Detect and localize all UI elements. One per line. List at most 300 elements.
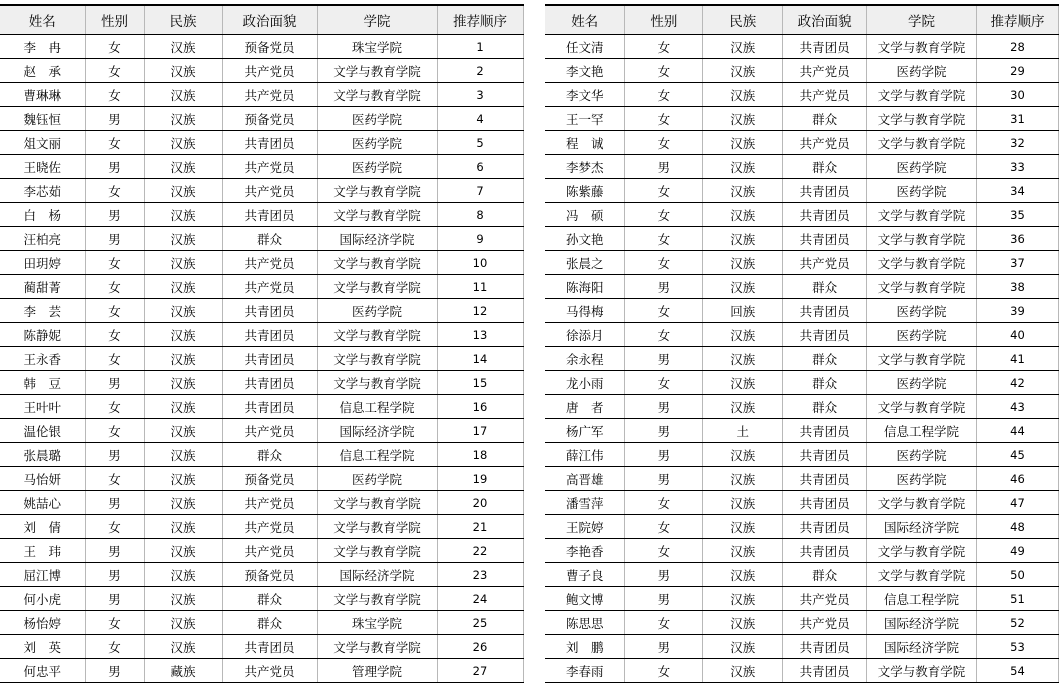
cell-recommend-order: 1 bbox=[437, 35, 523, 59]
cell-name: 刘 鹏 bbox=[545, 635, 625, 659]
cell-gender: 男 bbox=[85, 659, 144, 683]
cell-gender: 女 bbox=[625, 611, 703, 635]
cell-recommend-order: 38 bbox=[977, 275, 1059, 299]
cell-political-status: 群众 bbox=[783, 347, 867, 371]
cell-college: 文学与教育学院 bbox=[867, 227, 977, 251]
cell-recommend-order: 52 bbox=[977, 611, 1059, 635]
cell-college: 文学与教育学院 bbox=[867, 395, 977, 419]
cell-political-status: 共产党员 bbox=[783, 131, 867, 155]
table-row bbox=[0, 203, 523, 227]
cell-ethnicity: 汉族 bbox=[144, 515, 222, 539]
cell-ethnicity: 汉族 bbox=[144, 35, 222, 59]
cell-recommend-order: 48 bbox=[977, 515, 1059, 539]
cell-recommend-order: 6 bbox=[437, 155, 523, 179]
cell-ethnicity: 汉族 bbox=[703, 59, 783, 83]
cell-college: 文学与教育学院 bbox=[867, 203, 977, 227]
cell-recommend-order: 9 bbox=[437, 227, 523, 251]
cell-political-status: 群众 bbox=[783, 563, 867, 587]
table-row bbox=[545, 179, 1059, 203]
cell-recommend-order: 31 bbox=[977, 107, 1059, 131]
table-row bbox=[0, 635, 523, 659]
header-name: 姓名 bbox=[545, 5, 625, 35]
cell-ethnicity: 汉族 bbox=[144, 635, 222, 659]
cell-college: 文学与教育学院 bbox=[317, 371, 437, 395]
table-row bbox=[0, 299, 523, 323]
cell-recommend-order: 19 bbox=[437, 467, 523, 491]
cell-college: 珠宝学院 bbox=[317, 611, 437, 635]
cell-name: 龙小雨 bbox=[545, 371, 625, 395]
cell-recommend-order: 37 bbox=[977, 251, 1059, 275]
cell-name: 王 玮 bbox=[0, 539, 85, 563]
cell-gender: 男 bbox=[625, 443, 703, 467]
cell-name: 刘 倩 bbox=[0, 515, 85, 539]
cell-college: 医药学院 bbox=[867, 59, 977, 83]
cell-college: 文学与教育学院 bbox=[317, 347, 437, 371]
cell-gender: 女 bbox=[625, 659, 703, 683]
cell-ethnicity: 汉族 bbox=[144, 59, 222, 83]
header-ethnicity: 民族 bbox=[144, 5, 222, 35]
cell-gender: 女 bbox=[85, 179, 144, 203]
header-row bbox=[545, 5, 1059, 35]
cell-gender: 女 bbox=[625, 83, 703, 107]
cell-recommend-order: 32 bbox=[977, 131, 1059, 155]
cell-name: 余永程 bbox=[545, 347, 625, 371]
cell-recommend-order: 49 bbox=[977, 539, 1059, 563]
header-political-status: 政治面貌 bbox=[783, 5, 867, 35]
cell-political-status: 共青团员 bbox=[783, 539, 867, 563]
cell-gender: 男 bbox=[625, 587, 703, 611]
cell-ethnicity: 汉族 bbox=[703, 179, 783, 203]
cell-name: 李文艳 bbox=[545, 59, 625, 83]
cell-name: 王晓佐 bbox=[0, 155, 85, 179]
cell-political-status: 群众 bbox=[222, 227, 317, 251]
cell-name: 陈海阳 bbox=[545, 275, 625, 299]
cell-college: 文学与教育学院 bbox=[867, 83, 977, 107]
cell-political-status: 共青团员 bbox=[783, 323, 867, 347]
cell-college: 文学与教育学院 bbox=[317, 539, 437, 563]
cell-ethnicity: 汉族 bbox=[144, 203, 222, 227]
cell-gender: 男 bbox=[625, 395, 703, 419]
table-row bbox=[0, 83, 523, 107]
cell-gender: 女 bbox=[85, 275, 144, 299]
cell-college: 医药学院 bbox=[867, 179, 977, 203]
header-gender: 性别 bbox=[625, 5, 703, 35]
cell-recommend-order: 23 bbox=[437, 563, 523, 587]
table-row bbox=[0, 227, 523, 251]
cell-ethnicity: 汉族 bbox=[144, 155, 222, 179]
cell-name: 陈紫藤 bbox=[545, 179, 625, 203]
table-row bbox=[545, 203, 1059, 227]
cell-gender: 女 bbox=[85, 635, 144, 659]
cell-recommend-order: 20 bbox=[437, 491, 523, 515]
cell-ethnicity: 汉族 bbox=[144, 179, 222, 203]
table-row bbox=[545, 419, 1059, 443]
cell-name: 任文清 bbox=[545, 35, 625, 59]
table-row bbox=[0, 275, 523, 299]
cell-recommend-order: 2 bbox=[437, 59, 523, 83]
cell-ethnicity: 汉族 bbox=[144, 83, 222, 107]
cell-political-status: 共青团员 bbox=[783, 35, 867, 59]
cell-recommend-order: 14 bbox=[437, 347, 523, 371]
recommendation-table-right bbox=[545, 4, 1059, 683]
table-row bbox=[0, 611, 523, 635]
cell-college: 珠宝学院 bbox=[317, 35, 437, 59]
cell-name: 马得梅 bbox=[545, 299, 625, 323]
cell-ethnicity: 汉族 bbox=[703, 203, 783, 227]
cell-recommend-order: 8 bbox=[437, 203, 523, 227]
cell-political-status: 共产党员 bbox=[222, 155, 317, 179]
cell-college: 文学与教育学院 bbox=[317, 83, 437, 107]
cell-ethnicity: 汉族 bbox=[144, 251, 222, 275]
cell-name: 王院婷 bbox=[545, 515, 625, 539]
cell-gender: 女 bbox=[625, 179, 703, 203]
cell-name: 陈思思 bbox=[545, 611, 625, 635]
cell-recommend-order: 12 bbox=[437, 299, 523, 323]
cell-political-status: 共产党员 bbox=[222, 515, 317, 539]
cell-name: 屈江博 bbox=[0, 563, 85, 587]
cell-college: 文学与教育学院 bbox=[867, 131, 977, 155]
header-college: 学院 bbox=[867, 5, 977, 35]
table-row bbox=[0, 371, 523, 395]
table-row bbox=[0, 467, 523, 491]
cell-college: 文学与教育学院 bbox=[867, 539, 977, 563]
cell-recommend-order: 5 bbox=[437, 131, 523, 155]
cell-college: 国际经济学院 bbox=[317, 227, 437, 251]
cell-college: 信息工程学院 bbox=[867, 419, 977, 443]
cell-name: 张晨之 bbox=[545, 251, 625, 275]
cell-ethnicity: 汉族 bbox=[703, 611, 783, 635]
table-row bbox=[0, 155, 523, 179]
cell-name: 潘雪萍 bbox=[545, 491, 625, 515]
table-row bbox=[545, 59, 1059, 83]
cell-political-status: 共产党员 bbox=[222, 179, 317, 203]
cell-recommend-order: 45 bbox=[977, 443, 1059, 467]
cell-name: 魏钰恒 bbox=[0, 107, 85, 131]
header-college: 学院 bbox=[317, 5, 437, 35]
cell-political-status: 群众 bbox=[783, 395, 867, 419]
cell-college: 文学与教育学院 bbox=[317, 179, 437, 203]
cell-college: 文学与教育学院 bbox=[317, 203, 437, 227]
table-row bbox=[0, 395, 523, 419]
cell-gender: 女 bbox=[85, 299, 144, 323]
cell-ethnicity: 汉族 bbox=[703, 275, 783, 299]
cell-college: 医药学院 bbox=[867, 467, 977, 491]
cell-ethnicity: 汉族 bbox=[703, 83, 783, 107]
cell-name: 王一罕 bbox=[545, 107, 625, 131]
cell-recommend-order: 29 bbox=[977, 59, 1059, 83]
cell-gender: 女 bbox=[625, 371, 703, 395]
cell-college: 信息工程学院 bbox=[317, 395, 437, 419]
cell-name: 鲍文博 bbox=[545, 587, 625, 611]
table-row bbox=[545, 635, 1059, 659]
header-recommend-order: 推荐顺序 bbox=[977, 5, 1059, 35]
cell-name: 蔺甜菁 bbox=[0, 275, 85, 299]
cell-college: 信息工程学院 bbox=[867, 587, 977, 611]
cell-name: 陈静妮 bbox=[0, 323, 85, 347]
cell-gender: 男 bbox=[85, 371, 144, 395]
cell-name: 俎文丽 bbox=[0, 131, 85, 155]
table-row bbox=[0, 131, 523, 155]
cell-ethnicity: 汉族 bbox=[703, 251, 783, 275]
cell-ethnicity: 汉族 bbox=[144, 371, 222, 395]
table-row bbox=[545, 659, 1059, 683]
cell-recommend-order: 43 bbox=[977, 395, 1059, 419]
cell-college: 医药学院 bbox=[867, 299, 977, 323]
cell-gender: 女 bbox=[85, 131, 144, 155]
cell-recommend-order: 44 bbox=[977, 419, 1059, 443]
table-row bbox=[545, 227, 1059, 251]
cell-political-status: 共产党员 bbox=[783, 611, 867, 635]
cell-political-status: 共产党员 bbox=[783, 83, 867, 107]
cell-political-status: 预备党员 bbox=[222, 107, 317, 131]
cell-college: 文学与教育学院 bbox=[867, 347, 977, 371]
cell-college: 文学与教育学院 bbox=[867, 659, 977, 683]
cell-gender: 女 bbox=[85, 83, 144, 107]
cell-college: 国际经济学院 bbox=[867, 611, 977, 635]
cell-college: 文学与教育学院 bbox=[317, 275, 437, 299]
cell-gender: 女 bbox=[625, 203, 703, 227]
cell-college: 文学与教育学院 bbox=[867, 107, 977, 131]
cell-political-status: 群众 bbox=[783, 275, 867, 299]
cell-name: 刘 英 bbox=[0, 635, 85, 659]
cell-college: 文学与教育学院 bbox=[867, 563, 977, 587]
cell-ethnicity: 汉族 bbox=[703, 107, 783, 131]
cell-name: 李芯茹 bbox=[0, 179, 85, 203]
cell-political-status: 共青团员 bbox=[783, 659, 867, 683]
cell-ethnicity: 汉族 bbox=[144, 299, 222, 323]
cell-political-status: 共青团员 bbox=[783, 467, 867, 491]
cell-ethnicity: 汉族 bbox=[703, 35, 783, 59]
cell-gender: 女 bbox=[85, 467, 144, 491]
cell-gender: 男 bbox=[85, 491, 144, 515]
cell-ethnicity: 汉族 bbox=[144, 587, 222, 611]
table-row bbox=[0, 251, 523, 275]
cell-college: 文学与教育学院 bbox=[317, 491, 437, 515]
cell-recommend-order: 28 bbox=[977, 35, 1059, 59]
cell-name: 白 杨 bbox=[0, 203, 85, 227]
cell-political-status: 群众 bbox=[222, 587, 317, 611]
cell-recommend-order: 40 bbox=[977, 323, 1059, 347]
cell-ethnicity: 土 bbox=[703, 419, 783, 443]
cell-name: 程 诚 bbox=[545, 131, 625, 155]
cell-ethnicity: 汉族 bbox=[144, 539, 222, 563]
cell-political-status: 共产党员 bbox=[222, 83, 317, 107]
cell-gender: 女 bbox=[85, 323, 144, 347]
table-row bbox=[545, 155, 1059, 179]
cell-gender: 女 bbox=[625, 131, 703, 155]
cell-ethnicity: 汉族 bbox=[144, 611, 222, 635]
cell-recommend-order: 10 bbox=[437, 251, 523, 275]
cell-political-status: 共青团员 bbox=[783, 227, 867, 251]
cell-political-status: 共青团员 bbox=[222, 131, 317, 155]
cell-political-status: 共青团员 bbox=[222, 395, 317, 419]
cell-political-status: 共青团员 bbox=[783, 419, 867, 443]
cell-name: 李 冉 bbox=[0, 35, 85, 59]
cell-gender: 男 bbox=[85, 563, 144, 587]
cell-recommend-order: 54 bbox=[977, 659, 1059, 683]
cell-political-status: 预备党员 bbox=[222, 467, 317, 491]
cell-name: 杨广军 bbox=[545, 419, 625, 443]
cell-political-status: 共产党员 bbox=[783, 587, 867, 611]
cell-gender: 男 bbox=[85, 155, 144, 179]
cell-name: 薛江伟 bbox=[545, 443, 625, 467]
table-row bbox=[0, 323, 523, 347]
cell-college: 医药学院 bbox=[317, 131, 437, 155]
cell-gender: 女 bbox=[85, 35, 144, 59]
cell-gender: 男 bbox=[625, 347, 703, 371]
cell-political-status: 共青团员 bbox=[783, 203, 867, 227]
table-row bbox=[545, 251, 1059, 275]
cell-ethnicity: 汉族 bbox=[144, 395, 222, 419]
cell-political-status: 共产党员 bbox=[783, 59, 867, 83]
cell-political-status: 共青团员 bbox=[783, 443, 867, 467]
cell-college: 文学与教育学院 bbox=[867, 251, 977, 275]
cell-ethnicity: 回族 bbox=[703, 299, 783, 323]
cell-political-status: 共青团员 bbox=[783, 179, 867, 203]
cell-gender: 男 bbox=[85, 539, 144, 563]
table-row bbox=[545, 515, 1059, 539]
cell-ethnicity: 汉族 bbox=[703, 491, 783, 515]
cell-political-status: 共青团员 bbox=[783, 515, 867, 539]
cell-recommend-order: 26 bbox=[437, 635, 523, 659]
cell-gender: 男 bbox=[85, 443, 144, 467]
cell-gender: 女 bbox=[85, 611, 144, 635]
cell-college: 国际经济学院 bbox=[317, 419, 437, 443]
cell-ethnicity: 汉族 bbox=[144, 443, 222, 467]
cell-ethnicity: 汉族 bbox=[144, 131, 222, 155]
cell-name: 韩 豆 bbox=[0, 371, 85, 395]
table-row bbox=[0, 491, 523, 515]
cell-gender: 男 bbox=[625, 419, 703, 443]
cell-gender: 女 bbox=[625, 35, 703, 59]
cell-ethnicity: 汉族 bbox=[703, 347, 783, 371]
cell-name: 王叶叶 bbox=[0, 395, 85, 419]
cell-gender: 女 bbox=[85, 251, 144, 275]
cell-political-status: 共青团员 bbox=[222, 323, 317, 347]
cell-name: 曹琳琳 bbox=[0, 83, 85, 107]
cell-ethnicity: 汉族 bbox=[144, 347, 222, 371]
cell-recommend-order: 21 bbox=[437, 515, 523, 539]
cell-gender: 男 bbox=[85, 227, 144, 251]
cell-name: 李梦杰 bbox=[545, 155, 625, 179]
table-row bbox=[0, 59, 523, 83]
table-row bbox=[545, 323, 1059, 347]
cell-college: 文学与教育学院 bbox=[317, 635, 437, 659]
cell-recommend-order: 35 bbox=[977, 203, 1059, 227]
cell-name: 杨怡婷 bbox=[0, 611, 85, 635]
cell-gender: 女 bbox=[625, 107, 703, 131]
cell-ethnicity: 汉族 bbox=[703, 131, 783, 155]
cell-college: 文学与教育学院 bbox=[317, 323, 437, 347]
cell-gender: 女 bbox=[625, 251, 703, 275]
cell-political-status: 共青团员 bbox=[222, 203, 317, 227]
cell-name: 李文华 bbox=[545, 83, 625, 107]
table-row bbox=[545, 107, 1059, 131]
cell-college: 文学与教育学院 bbox=[317, 515, 437, 539]
cell-recommend-order: 3 bbox=[437, 83, 523, 107]
cell-college: 文学与教育学院 bbox=[317, 587, 437, 611]
cell-ethnicity: 汉族 bbox=[703, 659, 783, 683]
cell-political-status: 群众 bbox=[783, 107, 867, 131]
header-political-status: 政治面貌 bbox=[222, 5, 317, 35]
cell-political-status: 预备党员 bbox=[222, 563, 317, 587]
cell-college: 医药学院 bbox=[317, 299, 437, 323]
cell-name: 李 芸 bbox=[0, 299, 85, 323]
table-row bbox=[545, 131, 1059, 155]
cell-political-status: 群众 bbox=[783, 155, 867, 179]
cell-ethnicity: 汉族 bbox=[703, 635, 783, 659]
cell-political-status: 共产党员 bbox=[222, 419, 317, 443]
cell-ethnicity: 藏族 bbox=[144, 659, 222, 683]
cell-gender: 女 bbox=[85, 515, 144, 539]
cell-college: 医药学院 bbox=[867, 371, 977, 395]
cell-political-status: 共青团员 bbox=[783, 299, 867, 323]
table-row bbox=[545, 491, 1059, 515]
cell-ethnicity: 汉族 bbox=[144, 107, 222, 131]
cell-recommend-order: 36 bbox=[977, 227, 1059, 251]
cell-gender: 男 bbox=[85, 107, 144, 131]
cell-political-status: 预备党员 bbox=[222, 35, 317, 59]
cell-political-status: 群众 bbox=[783, 371, 867, 395]
cell-ethnicity: 汉族 bbox=[144, 227, 222, 251]
table-row bbox=[545, 443, 1059, 467]
cell-gender: 男 bbox=[625, 635, 703, 659]
cell-college: 国际经济学院 bbox=[317, 563, 437, 587]
cell-recommend-order: 39 bbox=[977, 299, 1059, 323]
cell-college: 医药学院 bbox=[867, 323, 977, 347]
cell-recommend-order: 34 bbox=[977, 179, 1059, 203]
recommendation-table-left bbox=[0, 4, 524, 683]
cell-name: 曹子良 bbox=[545, 563, 625, 587]
table-row bbox=[545, 395, 1059, 419]
table-row bbox=[545, 587, 1059, 611]
table-row bbox=[545, 35, 1059, 59]
cell-college: 医药学院 bbox=[317, 467, 437, 491]
cell-college: 信息工程学院 bbox=[317, 443, 437, 467]
cell-recommend-order: 51 bbox=[977, 587, 1059, 611]
cell-name: 王永香 bbox=[0, 347, 85, 371]
cell-ethnicity: 汉族 bbox=[144, 275, 222, 299]
cell-political-status: 共产党员 bbox=[222, 539, 317, 563]
header-name: 姓名 bbox=[0, 5, 85, 35]
cell-political-status: 共产党员 bbox=[222, 59, 317, 83]
header-gender: 性别 bbox=[85, 5, 144, 35]
cell-gender: 男 bbox=[625, 275, 703, 299]
cell-college: 医药学院 bbox=[867, 155, 977, 179]
cell-ethnicity: 汉族 bbox=[703, 155, 783, 179]
cell-gender: 女 bbox=[625, 59, 703, 83]
cell-ethnicity: 汉族 bbox=[703, 227, 783, 251]
table-row bbox=[545, 347, 1059, 371]
cell-recommend-order: 22 bbox=[437, 539, 523, 563]
cell-political-status: 共青团员 bbox=[222, 299, 317, 323]
table-row bbox=[0, 515, 523, 539]
cell-college: 医药学院 bbox=[867, 443, 977, 467]
cell-ethnicity: 汉族 bbox=[144, 491, 222, 515]
cell-ethnicity: 汉族 bbox=[703, 395, 783, 419]
cell-political-status: 共产党员 bbox=[222, 275, 317, 299]
cell-name: 马怡妍 bbox=[0, 467, 85, 491]
cell-political-status: 共产党员 bbox=[222, 659, 317, 683]
cell-recommend-order: 41 bbox=[977, 347, 1059, 371]
cell-political-status: 群众 bbox=[222, 611, 317, 635]
cell-political-status: 共产党员 bbox=[222, 251, 317, 275]
cell-gender: 女 bbox=[625, 515, 703, 539]
cell-college: 文学与教育学院 bbox=[867, 35, 977, 59]
table-row bbox=[0, 107, 523, 131]
cell-political-status: 共青团员 bbox=[222, 347, 317, 371]
cell-ethnicity: 汉族 bbox=[144, 467, 222, 491]
